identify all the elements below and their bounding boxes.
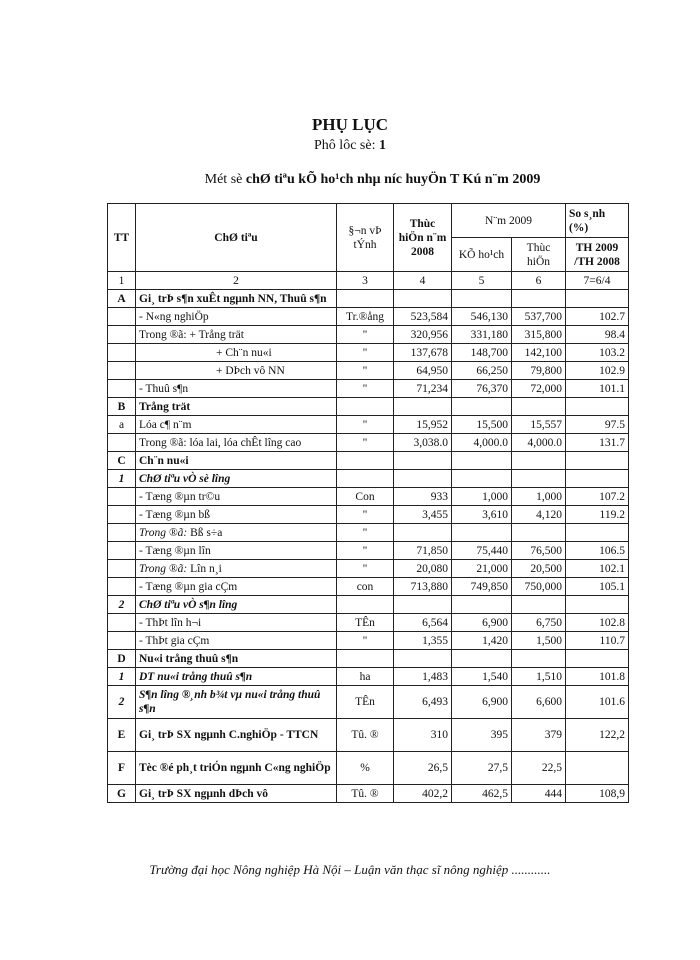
row-indicator-cell: ChØ tiªu vÒ s¶n lîng — [136, 596, 337, 614]
table-row — [108, 290, 629, 308]
row-indicator-cell: Tèc ®é ph¸t triÓn ngµnh C«ng nghiÖp — [136, 752, 337, 785]
row-compare-cell: 102.1 — [566, 560, 629, 578]
table-row — [108, 719, 629, 752]
table-row — [108, 614, 629, 632]
row-compare-cell: 102.8 — [566, 614, 629, 632]
row-unit-cell: % — [337, 752, 394, 785]
row-tt-cell — [108, 506, 136, 524]
row-unit-cell: " — [337, 344, 394, 362]
index-row — [108, 272, 629, 290]
row-unit-cell: " — [337, 380, 394, 398]
row-actual-2009-cell: 537,700 — [512, 308, 566, 326]
row-actual-2009-cell — [512, 650, 566, 668]
table-row — [108, 470, 629, 488]
table-row — [108, 380, 629, 398]
row-plan-cell: 4,000.0 — [452, 434, 512, 452]
table-row — [108, 524, 629, 542]
col-plan: KÕ ho¹ch — [452, 238, 512, 272]
table-row — [108, 560, 629, 578]
row-plan-cell — [452, 290, 512, 308]
row-plan-cell: 66,250 — [452, 362, 512, 380]
row-compare-cell: 103.2 — [566, 344, 629, 362]
row-plan-cell — [452, 452, 512, 470]
row-compare-cell — [566, 650, 629, 668]
row-actual-2009-cell: 6,600 — [512, 686, 566, 719]
row-indicator-cell: + DÞch vô NN — [136, 362, 337, 380]
table-row — [108, 326, 629, 344]
table-caption — [0, 172, 700, 188]
row-actual-2008-cell: 6,493 — [394, 686, 452, 719]
row-unit-cell: ha — [337, 668, 394, 686]
row-actual-2009-cell: 72,000 — [512, 380, 566, 398]
row-plan-cell — [452, 524, 512, 542]
row-plan-cell: 27,5 — [452, 752, 512, 785]
row-plan-cell — [452, 398, 512, 416]
row-tt-cell: D — [108, 650, 136, 668]
row-actual-2009-cell: 22,5 — [512, 752, 566, 785]
row-actual-2008-cell: 523,584 — [394, 308, 452, 326]
row-unit-cell: " — [337, 560, 394, 578]
row-actual-2009-cell: 379 — [512, 719, 566, 752]
row-compare-cell: 119.2 — [566, 506, 629, 524]
row-plan-cell — [452, 596, 512, 614]
row-tt-cell — [108, 344, 136, 362]
row-actual-2008-cell — [394, 452, 452, 470]
row-actual-2008-cell: 71,234 — [394, 380, 452, 398]
row-compare-cell: 108,9 — [566, 785, 629, 803]
row-tt-cell: a — [108, 416, 136, 434]
row-indicator-cell: Trång trät — [136, 398, 337, 416]
row-compare-cell — [566, 752, 629, 785]
row-compare-cell — [566, 470, 629, 488]
row-tt-cell — [108, 434, 136, 452]
table-row — [108, 752, 629, 785]
row-unit-cell: Tr.®ång — [337, 308, 394, 326]
index-cell: 4 — [394, 272, 452, 290]
row-actual-2009-cell — [512, 398, 566, 416]
row-indicator-cell: - Tæng ®µn bß — [136, 506, 337, 524]
col-actual-2008: Thùc hiÖn n¨m 2008 — [394, 204, 452, 272]
row-actual-2008-cell — [394, 524, 452, 542]
row-actual-2009-cell: 1,510 — [512, 668, 566, 686]
row-unit-cell: " — [337, 506, 394, 524]
row-actual-2008-cell — [394, 398, 452, 416]
page-title: PHỤ LỤC — [311, 115, 389, 134]
row-compare-cell: 106.5 — [566, 542, 629, 560]
row-indicator-cell: Trong ®ã: lóa lai, lóa chÊt lîng cao — [136, 434, 337, 452]
row-unit-cell: Tû. ® — [337, 719, 394, 752]
row-plan-cell: 546,130 — [452, 308, 512, 326]
row-compare-cell — [566, 524, 629, 542]
row-actual-2008-cell: 137,678 — [394, 344, 452, 362]
row-actual-2009-cell — [512, 290, 566, 308]
row-actual-2008-cell — [394, 290, 452, 308]
row-actual-2009-cell: 1,000 — [512, 488, 566, 506]
page-footer: Trường đại học Nông nghiệp Hà Nội – Luận văn thạc sĩ nông nghiệp ............ — [149, 862, 551, 877]
row-tt-cell: 1 — [108, 470, 136, 488]
row-compare-cell: 122,2 — [566, 719, 629, 752]
appendix-label: Phô lôc sè: — [314, 138, 376, 153]
row-unit-cell: " — [337, 632, 394, 650]
row-unit-cell: TÊn — [337, 614, 394, 632]
table-row — [108, 362, 629, 380]
table-row — [108, 650, 629, 668]
table-row — [108, 344, 629, 362]
row-compare-cell — [566, 398, 629, 416]
row-indicator-cell: - Tæng ®µn gia cÇm — [136, 578, 337, 596]
row-plan-cell: 75,440 — [452, 542, 512, 560]
row-indicator-cell: Ch¨n nu«i — [136, 452, 337, 470]
row-indicator-cell: S¶n lîng ®¸nh b¾t vµ nu«i trång thuû s¶n — [136, 686, 337, 719]
row-actual-2008-cell: 320,956 — [394, 326, 452, 344]
row-tt-cell — [108, 524, 136, 542]
row-compare-cell: 105.1 — [566, 578, 629, 596]
col-unit: §¬n vÞ tÝnh — [337, 204, 394, 272]
index-cell: 6 — [512, 272, 566, 290]
row-tt-cell: B — [108, 398, 136, 416]
col-indicator: ChØ tiªu — [136, 204, 337, 272]
row-unit-cell — [337, 290, 394, 308]
row-compare-cell: 131.7 — [566, 434, 629, 452]
row-actual-2008-cell: 71,850 — [394, 542, 452, 560]
row-indicator-cell: Lóa c¶ n¨m — [136, 416, 337, 434]
row-tt-cell — [108, 542, 136, 560]
row-plan-cell: 1,000 — [452, 488, 512, 506]
row-actual-2008-cell: 6,564 — [394, 614, 452, 632]
row-compare-cell: 98.4 — [566, 326, 629, 344]
row-unit-cell: " — [337, 524, 394, 542]
row-indicator-cell: - Tæng ®µn tr©u — [136, 488, 337, 506]
row-actual-2008-cell: 15,952 — [394, 416, 452, 434]
table-row — [108, 578, 629, 596]
indicator-table — [107, 203, 629, 803]
row-tt-cell: F — [108, 752, 136, 785]
row-actual-2008-cell: 402,2 — [394, 785, 452, 803]
row-indicator-cell: - Tæng ®µn lîn — [136, 542, 337, 560]
row-actual-2009-cell: 750,000 — [512, 578, 566, 596]
table-row — [108, 785, 629, 803]
row-tt-cell — [108, 560, 136, 578]
row-actual-2009-cell: 76,500 — [512, 542, 566, 560]
row-tt-cell — [108, 488, 136, 506]
row-indicator-cell: - Thuû s¶n — [136, 380, 337, 398]
row-actual-2009-cell: 20,500 — [512, 560, 566, 578]
row-unit-cell — [337, 452, 394, 470]
row-plan-cell: 21,000 — [452, 560, 512, 578]
row-tt-cell — [108, 632, 136, 650]
row-unit-cell: TÊn — [337, 686, 394, 719]
row-actual-2009-cell — [512, 452, 566, 470]
row-plan-cell: 3,610 — [452, 506, 512, 524]
row-plan-cell: 148,700 — [452, 344, 512, 362]
table-row — [108, 398, 629, 416]
row-indicator-cell: Nu«i trång thuû s¶n — [136, 650, 337, 668]
row-indicator-cell: Gi¸ trÞ SX ngµnh dÞch vô — [136, 785, 337, 803]
row-unit-cell — [337, 596, 394, 614]
row-actual-2009-cell: 15,557 — [512, 416, 566, 434]
row-plan-cell: 76,370 — [452, 380, 512, 398]
row-actual-2008-cell: 310 — [394, 719, 452, 752]
table-row — [108, 542, 629, 560]
row-plan-cell: 1,420 — [452, 632, 512, 650]
row-indicator-cell: Trong ®ã: Bß s÷a — [136, 524, 337, 542]
row-plan-cell: 6,900 — [452, 686, 512, 719]
row-plan-cell: 331,180 — [452, 326, 512, 344]
row-actual-2009-cell — [512, 470, 566, 488]
row-indicator-cell: Trong ®ã: + Trång trät — [136, 326, 337, 344]
row-unit-cell: " — [337, 434, 394, 452]
row-indicator-cell: Gi¸ trÞ SX ngµnh C.nghiÖp - TTCN — [136, 719, 337, 752]
row-indicator-cell: - ThÞt gia cÇm — [136, 632, 337, 650]
row-unit-cell: " — [337, 326, 394, 344]
row-indicator-cell: ChØ tiªu vÒ sè lîng — [136, 470, 337, 488]
row-compare-cell: 107.2 — [566, 488, 629, 506]
row-tt-cell — [108, 362, 136, 380]
col-compare-sub: TH 2009 /TH 2008 — [566, 238, 629, 272]
row-indicator-cell: Gi¸ trÞ s¶n xuÊt ngµnh NN, Thuû s¶n — [136, 290, 337, 308]
row-plan-cell — [452, 650, 512, 668]
table-row — [108, 416, 629, 434]
row-tt-cell: C — [108, 452, 136, 470]
row-actual-2009-cell: 142,100 — [512, 344, 566, 362]
row-actual-2009-cell: 4,000.0 — [512, 434, 566, 452]
table-row — [108, 434, 629, 452]
row-compare-cell — [566, 290, 629, 308]
row-tt-cell: A — [108, 290, 136, 308]
row-unit-cell: " — [337, 542, 394, 560]
row-unit-cell — [337, 398, 394, 416]
row-unit-cell: con — [337, 578, 394, 596]
row-actual-2008-cell: 26,5 — [394, 752, 452, 785]
row-indicator-cell: + Ch¨n nu«i — [136, 344, 337, 362]
table-row — [108, 686, 629, 719]
row-actual-2009-cell: 79,800 — [512, 362, 566, 380]
row-actual-2008-cell: 1,483 — [394, 668, 452, 686]
row-plan-cell: 462,5 — [452, 785, 512, 803]
col-compare: So s¸nh (%) — [566, 204, 629, 238]
row-unit-cell: " — [337, 416, 394, 434]
table-row — [108, 668, 629, 686]
row-compare-cell — [566, 596, 629, 614]
row-actual-2008-cell — [394, 596, 452, 614]
col-year-2009: N¨m 2009 — [452, 204, 566, 238]
row-unit-cell: " — [337, 362, 394, 380]
appendix-number — [0, 138, 700, 154]
row-actual-2009-cell — [512, 524, 566, 542]
row-compare-cell: 102.9 — [566, 362, 629, 380]
appendix-value: 1 — [378, 138, 386, 153]
row-indicator-cell: DT nu«i trång thuû s¶n — [136, 668, 337, 686]
row-actual-2009-cell: 315,800 — [512, 326, 566, 344]
row-actual-2008-cell: 713,880 — [394, 578, 452, 596]
index-cell: 2 — [136, 272, 337, 290]
row-tt-cell: 2 — [108, 686, 136, 719]
row-compare-cell — [566, 452, 629, 470]
row-unit-cell: Con — [337, 488, 394, 506]
row-actual-2008-cell — [394, 470, 452, 488]
row-unit-cell — [337, 470, 394, 488]
index-cell: 3 — [337, 272, 394, 290]
row-actual-2009-cell: 4,120 — [512, 506, 566, 524]
row-tt-cell — [108, 614, 136, 632]
table-row — [108, 632, 629, 650]
row-actual-2009-cell: 6,750 — [512, 614, 566, 632]
row-tt-cell: G — [108, 785, 136, 803]
row-compare-cell: 110.7 — [566, 632, 629, 650]
row-indicator-cell: - N«ng nghiÖp — [136, 308, 337, 326]
row-tt-cell — [108, 308, 136, 326]
row-tt-cell — [108, 380, 136, 398]
row-indicator-cell: Trong ®ã: Lîn n¸i — [136, 560, 337, 578]
row-actual-2008-cell: 64,950 — [394, 362, 452, 380]
row-actual-2008-cell — [394, 650, 452, 668]
col-actual-2009: Thùc hiÖn — [512, 238, 566, 272]
table-row — [108, 452, 629, 470]
caption-text: chØ tiªu kÕ ho¹ch nhµ níc huyÖn T Kú n¨m 2009 — [245, 172, 541, 187]
row-compare-cell: 101.1 — [566, 380, 629, 398]
col-tt: TT — [108, 204, 136, 272]
row-actual-2008-cell: 933 — [394, 488, 452, 506]
row-compare-cell: 101.6 — [566, 686, 629, 719]
row-actual-2008-cell: 1,355 — [394, 632, 452, 650]
row-plan-cell: 395 — [452, 719, 512, 752]
row-unit-cell — [337, 650, 394, 668]
row-tt-cell: E — [108, 719, 136, 752]
row-actual-2009-cell: 444 — [512, 785, 566, 803]
row-plan-cell: 6,900 — [452, 614, 512, 632]
row-actual-2008-cell: 3,038.0 — [394, 434, 452, 452]
row-tt-cell — [108, 326, 136, 344]
row-plan-cell — [452, 470, 512, 488]
row-plan-cell: 1,540 — [452, 668, 512, 686]
row-tt-cell — [108, 578, 136, 596]
row-actual-2008-cell: 3,455 — [394, 506, 452, 524]
row-compare-cell: 101.8 — [566, 668, 629, 686]
index-cell: 7=6/4 — [566, 272, 629, 290]
index-cell: 1 — [108, 272, 136, 290]
row-plan-cell: 15,500 — [452, 416, 512, 434]
row-compare-cell: 97.5 — [566, 416, 629, 434]
row-tt-cell: 2 — [108, 596, 136, 614]
caption-prefix: Mét sè — [204, 172, 243, 187]
row-actual-2008-cell: 20,080 — [394, 560, 452, 578]
row-tt-cell: 1 — [108, 668, 136, 686]
table-row — [108, 308, 629, 326]
row-actual-2009-cell: 1,500 — [512, 632, 566, 650]
table-row — [108, 596, 629, 614]
row-unit-cell: Tû. ® — [337, 785, 394, 803]
row-indicator-cell: - ThÞt lîn h¬i — [136, 614, 337, 632]
index-cell: 5 — [452, 272, 512, 290]
row-compare-cell: 102.7 — [566, 308, 629, 326]
row-plan-cell: 749,850 — [452, 578, 512, 596]
row-actual-2009-cell — [512, 596, 566, 614]
table-row — [108, 488, 629, 506]
table-row — [108, 506, 629, 524]
